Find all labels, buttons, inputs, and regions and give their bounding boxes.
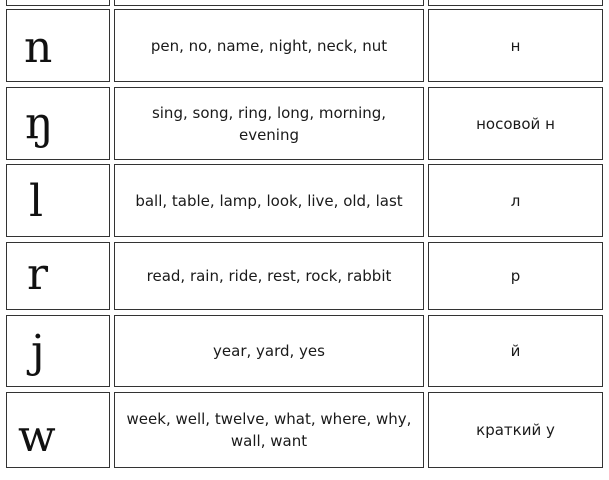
phonetic-symbol: w [18,411,56,462]
examples-cell [114,392,424,468]
examples-cell [114,164,424,237]
russian-cell [428,9,603,82]
examples-cell [114,242,424,310]
partial-cell-symbol [6,0,110,6]
example-words: read, rain, ride, rest, rock, rabbit [146,267,392,285]
russian-cell [428,315,603,387]
russian-equivalent: н [510,36,521,55]
phonetic-symbol: n [24,22,53,73]
russian-cell [428,87,603,160]
russian-cell [428,164,603,237]
russian-equivalent: носовой н [476,114,555,133]
russian-equivalent: краткий у [476,421,555,439]
examples-cell [114,315,424,387]
phonetic-symbol: ŋ [25,98,54,149]
partial-cell-russian [428,0,603,6]
phonetic-symbol: j [31,326,45,377]
russian-cell [428,242,603,310]
examples-cell [114,9,424,82]
phonetic-symbol: r [27,249,49,300]
symbol-cell [6,392,110,468]
partial-cell-examples [114,0,424,6]
symbol-cell [6,242,110,310]
example-words: ball, table, lamp, look, live, old, last [135,191,403,210]
examples-cell [114,87,424,160]
symbol-cell [6,315,110,387]
example-words: pen, no, name, night, neck, nut [150,36,388,55]
symbol-cell [6,164,110,237]
russian-equivalent: л [510,191,521,210]
russian-equivalent: р [510,267,521,285]
symbol-cell [6,9,110,82]
example-words: week, well, twelve, what, where, why, wall, want [126,410,412,450]
example-words: year, yard, yes [213,342,325,360]
phonetic-symbol: l [29,176,44,227]
russian-cell [428,392,603,468]
symbol-cell [6,87,110,160]
example-words: sing, song, ring, long, morning, evening [151,103,387,144]
russian-equivalent: й [510,342,521,360]
